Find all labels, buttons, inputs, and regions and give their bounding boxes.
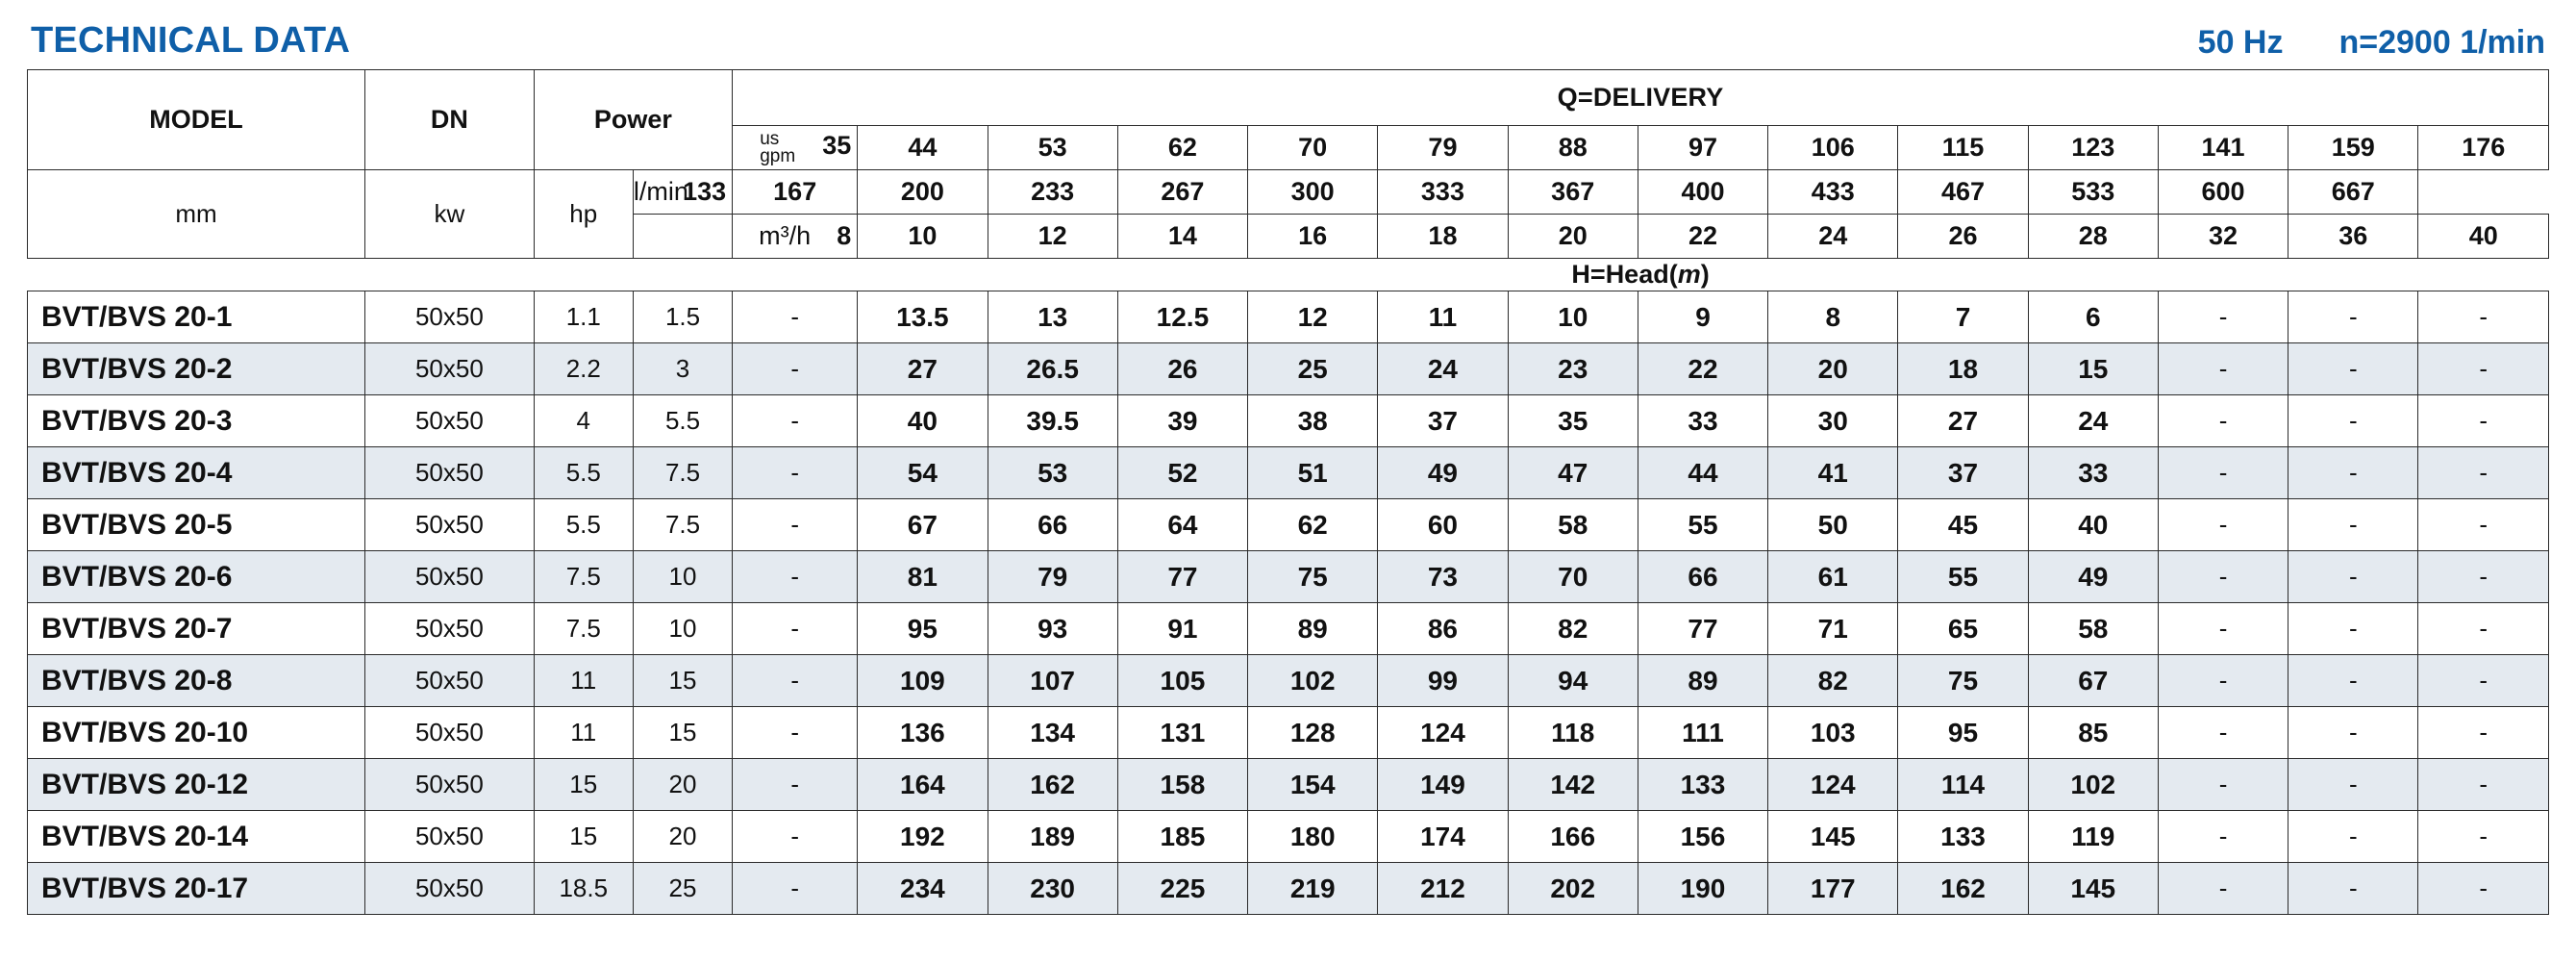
row-head-7: 156 bbox=[1638, 811, 1767, 863]
row-head-9: 162 bbox=[1898, 863, 2028, 915]
row-head-11: - bbox=[2158, 863, 2288, 915]
row-head-12: - bbox=[2288, 551, 2418, 603]
row-head-3: 26 bbox=[1117, 343, 1247, 395]
row-head-7: 77 bbox=[1638, 603, 1767, 655]
row-head-2: 107 bbox=[988, 655, 1117, 707]
row-head-0: - bbox=[733, 811, 858, 863]
row-head-2: 230 bbox=[988, 863, 1117, 915]
row-head-8: 50 bbox=[1768, 499, 1898, 551]
row-head-11: - bbox=[2158, 655, 2288, 707]
row-head-6: 70 bbox=[1508, 551, 1638, 603]
row-hp: 15 bbox=[633, 707, 732, 759]
row-head-13: - bbox=[2418, 395, 2549, 447]
row-head-0: - bbox=[733, 395, 858, 447]
row-head-0: - bbox=[733, 863, 858, 915]
row-head-6: 23 bbox=[1508, 343, 1638, 395]
row-head-5: 60 bbox=[1378, 499, 1508, 551]
row-head-0: - bbox=[733, 447, 858, 499]
row-dn: 50x50 bbox=[365, 811, 535, 863]
row-head-11: - bbox=[2158, 343, 2288, 395]
row-head-2: 53 bbox=[988, 447, 1117, 499]
row-head-13: - bbox=[2418, 603, 2549, 655]
row-head-13: - bbox=[2418, 447, 2549, 499]
table-row bbox=[28, 291, 2549, 343]
row-head-11: - bbox=[2158, 603, 2288, 655]
row-head-6: 118 bbox=[1508, 707, 1638, 759]
row-head-11: - bbox=[2158, 395, 2288, 447]
col-header-dn-unit: mm bbox=[28, 170, 365, 259]
row-head-13: - bbox=[2418, 655, 2549, 707]
row-head-4: 75 bbox=[1248, 551, 1378, 603]
flow-m3h-13: 40 bbox=[2418, 215, 2549, 259]
flow-lmin-7: 367 bbox=[1508, 170, 1638, 215]
row-head-8: 71 bbox=[1768, 603, 1898, 655]
row-dn: 50x50 bbox=[365, 707, 535, 759]
unit-m3h-cell bbox=[733, 215, 858, 259]
row-head-12: - bbox=[2288, 863, 2418, 915]
row-head-9: 75 bbox=[1898, 655, 2028, 707]
flow-lmin-1: 167 bbox=[733, 170, 858, 215]
flow-m3h-9: 26 bbox=[1898, 215, 2028, 259]
row-head-3: 52 bbox=[1117, 447, 1247, 499]
table-row bbox=[28, 395, 2549, 447]
table-row bbox=[28, 499, 2549, 551]
row-head-13: - bbox=[2418, 551, 2549, 603]
flow-usgpm-1: 44 bbox=[858, 126, 988, 170]
row-head-8: 41 bbox=[1768, 447, 1898, 499]
col-header-model: MODEL bbox=[28, 70, 365, 170]
col-header-dn: DN bbox=[365, 70, 535, 170]
row-head-10: 33 bbox=[2028, 447, 2158, 499]
row-kw: 4 bbox=[534, 395, 633, 447]
row-head-0: - bbox=[733, 499, 858, 551]
row-dn: 50x50 bbox=[365, 291, 535, 343]
row-head-9: 133 bbox=[1898, 811, 2028, 863]
row-head-8: 177 bbox=[1768, 863, 1898, 915]
flow-usgpm-9: 115 bbox=[1898, 126, 2028, 170]
row-head-8: 20 bbox=[1768, 343, 1898, 395]
row-head-4: 128 bbox=[1248, 707, 1378, 759]
row-head-6: 58 bbox=[1508, 499, 1638, 551]
col-header-delivery: Q=DELIVERY bbox=[733, 70, 2549, 126]
row-head-4: 180 bbox=[1248, 811, 1378, 863]
row-head-1: 54 bbox=[858, 447, 988, 499]
row-head-13: - bbox=[2418, 343, 2549, 395]
row-head-12: - bbox=[2288, 759, 2418, 811]
flow-usgpm-10: 123 bbox=[2028, 126, 2158, 170]
row-model: BVT/BVS 20-3 bbox=[28, 395, 365, 447]
row-kw: 7.5 bbox=[534, 603, 633, 655]
row-head-11: - bbox=[2158, 447, 2288, 499]
col-header-model-spacer bbox=[633, 215, 732, 259]
table-row bbox=[28, 551, 2549, 603]
row-dn: 50x50 bbox=[365, 655, 535, 707]
row-head-10: 119 bbox=[2028, 811, 2158, 863]
row-head-2: 189 bbox=[988, 811, 1117, 863]
table-row bbox=[28, 603, 2549, 655]
row-head-9: 95 bbox=[1898, 707, 2028, 759]
row-head-9: 114 bbox=[1898, 759, 2028, 811]
row-head-5: 174 bbox=[1378, 811, 1508, 863]
row-hp: 7.5 bbox=[633, 499, 732, 551]
row-head-6: 82 bbox=[1508, 603, 1638, 655]
row-head-1: 13.5 bbox=[858, 291, 988, 343]
row-head-4: 154 bbox=[1248, 759, 1378, 811]
row-head-7: 133 bbox=[1638, 759, 1767, 811]
row-head-2: 26.5 bbox=[988, 343, 1117, 395]
flow-lmin-2: 200 bbox=[858, 170, 988, 215]
header-row-head bbox=[28, 259, 2549, 291]
row-head-13: - bbox=[2418, 811, 2549, 863]
row-head-8: 103 bbox=[1768, 707, 1898, 759]
col-header-power: Power bbox=[534, 70, 733, 170]
flow-usgpm-4: 70 bbox=[1248, 126, 1378, 170]
row-head-3: 225 bbox=[1117, 863, 1247, 915]
unit-usgpm-cell bbox=[733, 126, 858, 170]
row-model: BVT/BVS 20-8 bbox=[28, 655, 365, 707]
row-head-4: 219 bbox=[1248, 863, 1378, 915]
row-head-7: 33 bbox=[1638, 395, 1767, 447]
row-head-2: 93 bbox=[988, 603, 1117, 655]
flow-lmin-0: 133 bbox=[683, 177, 727, 206]
row-head-5: 124 bbox=[1378, 707, 1508, 759]
flow-lmin-10: 467 bbox=[1898, 170, 2028, 215]
row-hp: 3 bbox=[633, 343, 732, 395]
row-head-3: 105 bbox=[1117, 655, 1247, 707]
row-head-1: 109 bbox=[858, 655, 988, 707]
row-model: BVT/BVS 20-10 bbox=[28, 707, 365, 759]
flow-m3h-7: 22 bbox=[1638, 215, 1767, 259]
row-head-12: - bbox=[2288, 655, 2418, 707]
unit-lmin-cell bbox=[633, 170, 732, 215]
row-dn: 50x50 bbox=[365, 499, 535, 551]
flow-usgpm-5: 79 bbox=[1378, 126, 1508, 170]
row-head-6: 202 bbox=[1508, 863, 1638, 915]
row-head-3: 39 bbox=[1117, 395, 1247, 447]
row-head-13: - bbox=[2418, 291, 2549, 343]
row-head-0: - bbox=[733, 291, 858, 343]
row-head-5: 73 bbox=[1378, 551, 1508, 603]
flow-lmin-5: 300 bbox=[1248, 170, 1378, 215]
row-model: BVT/BVS 20-14 bbox=[28, 811, 365, 863]
row-head-10: 85 bbox=[2028, 707, 2158, 759]
row-head-8: 124 bbox=[1768, 759, 1898, 811]
flow-m3h-6: 20 bbox=[1508, 215, 1638, 259]
row-model: BVT/BVS 20-12 bbox=[28, 759, 365, 811]
flow-m3h-8: 24 bbox=[1768, 215, 1898, 259]
row-head-4: 89 bbox=[1248, 603, 1378, 655]
row-head-4: 102 bbox=[1248, 655, 1378, 707]
row-head-3: 131 bbox=[1117, 707, 1247, 759]
row-head-3: 12.5 bbox=[1117, 291, 1247, 343]
row-head-3: 91 bbox=[1117, 603, 1247, 655]
flow-m3h-10: 28 bbox=[2028, 215, 2158, 259]
row-head-5: 37 bbox=[1378, 395, 1508, 447]
flow-usgpm-13: 176 bbox=[2418, 126, 2549, 170]
unit-m3h-label: m³/h bbox=[759, 221, 812, 250]
row-model: BVT/BVS 20-1 bbox=[28, 291, 365, 343]
row-head-3: 64 bbox=[1117, 499, 1247, 551]
row-head-5: 212 bbox=[1378, 863, 1508, 915]
row-head-4: 38 bbox=[1248, 395, 1378, 447]
row-head-5: 86 bbox=[1378, 603, 1508, 655]
row-head-11: - bbox=[2158, 551, 2288, 603]
row-head-7: 66 bbox=[1638, 551, 1767, 603]
row-dn: 50x50 bbox=[365, 863, 535, 915]
row-head-1: 192 bbox=[858, 811, 988, 863]
row-head-12: - bbox=[2288, 395, 2418, 447]
flow-m3h-12: 36 bbox=[2288, 215, 2418, 259]
row-hp: 20 bbox=[633, 811, 732, 863]
row-kw: 2.2 bbox=[534, 343, 633, 395]
row-hp: 10 bbox=[633, 551, 732, 603]
row-head-6: 47 bbox=[1508, 447, 1638, 499]
flow-m3h-5: 18 bbox=[1378, 215, 1508, 259]
row-hp: 20 bbox=[633, 759, 732, 811]
row-head-1: 40 bbox=[858, 395, 988, 447]
row-kw: 5.5 bbox=[534, 499, 633, 551]
flow-lmin-8: 400 bbox=[1638, 170, 1767, 215]
head-title: H=Head(m) bbox=[733, 259, 2549, 291]
flow-m3h-0: 8 bbox=[837, 221, 852, 250]
header-specs bbox=[2198, 24, 2545, 62]
flow-usgpm-0: 35 bbox=[822, 131, 852, 161]
row-hp: 5.5 bbox=[633, 395, 732, 447]
row-kw: 18.5 bbox=[534, 863, 633, 915]
row-head-12: - bbox=[2288, 707, 2418, 759]
flow-m3h-2: 12 bbox=[988, 215, 1117, 259]
flow-usgpm-3: 62 bbox=[1117, 126, 1247, 170]
row-kw: 1.1 bbox=[534, 291, 633, 343]
flow-lmin-4: 267 bbox=[1117, 170, 1247, 215]
row-kw: 11 bbox=[534, 655, 633, 707]
col-header-kw: kw bbox=[365, 170, 535, 259]
row-head-12: - bbox=[2288, 291, 2418, 343]
row-head-5: 24 bbox=[1378, 343, 1508, 395]
row-head-9: 45 bbox=[1898, 499, 2028, 551]
technical-data-table bbox=[27, 69, 2549, 915]
row-head-10: 102 bbox=[2028, 759, 2158, 811]
row-head-13: - bbox=[2418, 759, 2549, 811]
row-head-8: 61 bbox=[1768, 551, 1898, 603]
row-head-3: 77 bbox=[1117, 551, 1247, 603]
row-head-4: 25 bbox=[1248, 343, 1378, 395]
row-hp: 10 bbox=[633, 603, 732, 655]
row-head-10: 58 bbox=[2028, 603, 2158, 655]
row-head-6: 94 bbox=[1508, 655, 1638, 707]
row-head-8: 145 bbox=[1768, 811, 1898, 863]
row-kw: 7.5 bbox=[534, 551, 633, 603]
flow-usgpm-6: 88 bbox=[1508, 126, 1638, 170]
row-head-1: 81 bbox=[858, 551, 988, 603]
row-head-2: 39.5 bbox=[988, 395, 1117, 447]
flow-usgpm-2: 53 bbox=[988, 126, 1117, 170]
header-row-1 bbox=[28, 70, 2549, 126]
row-head-9: 55 bbox=[1898, 551, 2028, 603]
row-head-11: - bbox=[2158, 811, 2288, 863]
row-head-10: 24 bbox=[2028, 395, 2158, 447]
row-kw: 11 bbox=[534, 707, 633, 759]
row-head-5: 99 bbox=[1378, 655, 1508, 707]
row-head-9: 18 bbox=[1898, 343, 2028, 395]
row-head-1: 27 bbox=[858, 343, 988, 395]
table-body bbox=[28, 291, 2549, 915]
row-head-1: 164 bbox=[858, 759, 988, 811]
flow-lmin-3: 233 bbox=[988, 170, 1117, 215]
table-head bbox=[28, 70, 2549, 291]
row-hp: 25 bbox=[633, 863, 732, 915]
row-head-11: - bbox=[2158, 291, 2288, 343]
row-head-2: 13 bbox=[988, 291, 1117, 343]
row-kw: 5.5 bbox=[534, 447, 633, 499]
flow-m3h-4: 16 bbox=[1248, 215, 1378, 259]
row-head-2: 162 bbox=[988, 759, 1117, 811]
unit-us-top: us bbox=[760, 129, 780, 150]
col-header-hp: hp bbox=[534, 170, 633, 259]
row-kw: 15 bbox=[534, 759, 633, 811]
row-head-0: - bbox=[733, 551, 858, 603]
row-hp: 7.5 bbox=[633, 447, 732, 499]
row-head-12: - bbox=[2288, 343, 2418, 395]
row-head-0: - bbox=[733, 603, 858, 655]
row-head-2: 79 bbox=[988, 551, 1117, 603]
unit-lmin-label: l/min bbox=[633, 177, 688, 206]
row-head-2: 66 bbox=[988, 499, 1117, 551]
flow-m3h-11: 32 bbox=[2158, 215, 2288, 259]
row-head-3: 158 bbox=[1117, 759, 1247, 811]
row-head-11: - bbox=[2158, 759, 2288, 811]
row-head-0: - bbox=[733, 655, 858, 707]
table-row bbox=[28, 863, 2549, 915]
row-head-12: - bbox=[2288, 603, 2418, 655]
row-model: BVT/BVS 20-4 bbox=[28, 447, 365, 499]
row-head-10: 15 bbox=[2028, 343, 2158, 395]
row-kw: 15 bbox=[534, 811, 633, 863]
row-hp: 15 bbox=[633, 655, 732, 707]
row-head-5: 11 bbox=[1378, 291, 1508, 343]
flow-lmin-6: 333 bbox=[1378, 170, 1508, 215]
row-head-11: - bbox=[2158, 707, 2288, 759]
row-dn: 50x50 bbox=[365, 551, 535, 603]
table-row bbox=[28, 707, 2549, 759]
row-head-1: 234 bbox=[858, 863, 988, 915]
table-row bbox=[28, 811, 2549, 863]
row-head-4: 51 bbox=[1248, 447, 1378, 499]
row-dn: 50x50 bbox=[365, 447, 535, 499]
row-head-12: - bbox=[2288, 499, 2418, 551]
row-head-9: 65 bbox=[1898, 603, 2028, 655]
row-head-9: 27 bbox=[1898, 395, 2028, 447]
row-head-0: - bbox=[733, 759, 858, 811]
row-head-12: - bbox=[2288, 811, 2418, 863]
row-head-6: 166 bbox=[1508, 811, 1638, 863]
row-head-9: 37 bbox=[1898, 447, 2028, 499]
row-head-4: 12 bbox=[1248, 291, 1378, 343]
row-head-9: 7 bbox=[1898, 291, 2028, 343]
row-head-8: 30 bbox=[1768, 395, 1898, 447]
table-row bbox=[28, 447, 2549, 499]
row-head-1: 67 bbox=[858, 499, 988, 551]
row-head-1: 136 bbox=[858, 707, 988, 759]
flow-usgpm-7: 97 bbox=[1638, 126, 1767, 170]
row-head-4: 62 bbox=[1248, 499, 1378, 551]
frequency-label: 50 Hz bbox=[2197, 24, 2284, 61]
row-dn: 50x50 bbox=[365, 603, 535, 655]
row-head-6: 35 bbox=[1508, 395, 1638, 447]
row-dn: 50x50 bbox=[365, 759, 535, 811]
row-head-7: 55 bbox=[1638, 499, 1767, 551]
row-model: BVT/BVS 20-2 bbox=[28, 343, 365, 395]
row-model: BVT/BVS 20-17 bbox=[28, 863, 365, 915]
row-head-1: 95 bbox=[858, 603, 988, 655]
row-head-13: - bbox=[2418, 863, 2549, 915]
row-head-5: 149 bbox=[1378, 759, 1508, 811]
page-header bbox=[27, 0, 2549, 69]
row-head-12: - bbox=[2288, 447, 2418, 499]
flow-lmin-13: 667 bbox=[2288, 170, 2418, 215]
row-head-3: 185 bbox=[1117, 811, 1247, 863]
row-head-7: 22 bbox=[1638, 343, 1767, 395]
flow-lmin-11: 533 bbox=[2028, 170, 2158, 215]
row-dn: 50x50 bbox=[365, 343, 535, 395]
row-head-10: 49 bbox=[2028, 551, 2158, 603]
row-head-8: 82 bbox=[1768, 655, 1898, 707]
unit-us-bottom: gpm bbox=[760, 145, 796, 166]
row-head-0: - bbox=[733, 343, 858, 395]
row-head-11: - bbox=[2158, 499, 2288, 551]
row-head-5: 49 bbox=[1378, 447, 1508, 499]
row-head-6: 142 bbox=[1508, 759, 1638, 811]
row-head-10: 145 bbox=[2028, 863, 2158, 915]
row-hp: 1.5 bbox=[633, 291, 732, 343]
row-head-10: 40 bbox=[2028, 499, 2158, 551]
row-head-6: 10 bbox=[1508, 291, 1638, 343]
row-model: BVT/BVS 20-5 bbox=[28, 499, 365, 551]
row-head-7: 9 bbox=[1638, 291, 1767, 343]
row-head-13: - bbox=[2418, 499, 2549, 551]
row-head-7: 44 bbox=[1638, 447, 1767, 499]
header-row-lmin bbox=[28, 170, 2549, 215]
row-head-7: 190 bbox=[1638, 863, 1767, 915]
row-model: BVT/BVS 20-6 bbox=[28, 551, 365, 603]
flow-lmin-12: 600 bbox=[2158, 170, 2288, 215]
flow-m3h-1: 10 bbox=[858, 215, 988, 259]
flow-usgpm-11: 141 bbox=[2158, 126, 2288, 170]
flow-usgpm-12: 159 bbox=[2288, 126, 2418, 170]
row-head-8: 8 bbox=[1768, 291, 1898, 343]
row-dn: 50x50 bbox=[365, 395, 535, 447]
row-head-13: - bbox=[2418, 707, 2549, 759]
table-row bbox=[28, 343, 2549, 395]
table-row bbox=[28, 759, 2549, 811]
row-head-10: 67 bbox=[2028, 655, 2158, 707]
row-model: BVT/BVS 20-7 bbox=[28, 603, 365, 655]
speed-label: n=2900 1/min bbox=[2338, 24, 2545, 61]
row-head-7: 89 bbox=[1638, 655, 1767, 707]
page-title: TECHNICAL DATA bbox=[31, 20, 351, 61]
row-head-10: 6 bbox=[2028, 291, 2158, 343]
row-head-7: 111 bbox=[1638, 707, 1767, 759]
flow-usgpm-8: 106 bbox=[1768, 126, 1898, 170]
flow-lmin-9: 433 bbox=[1768, 170, 1898, 215]
row-head-0: - bbox=[733, 707, 858, 759]
row-head-2: 134 bbox=[988, 707, 1117, 759]
flow-m3h-3: 14 bbox=[1117, 215, 1247, 259]
table-row bbox=[28, 655, 2549, 707]
